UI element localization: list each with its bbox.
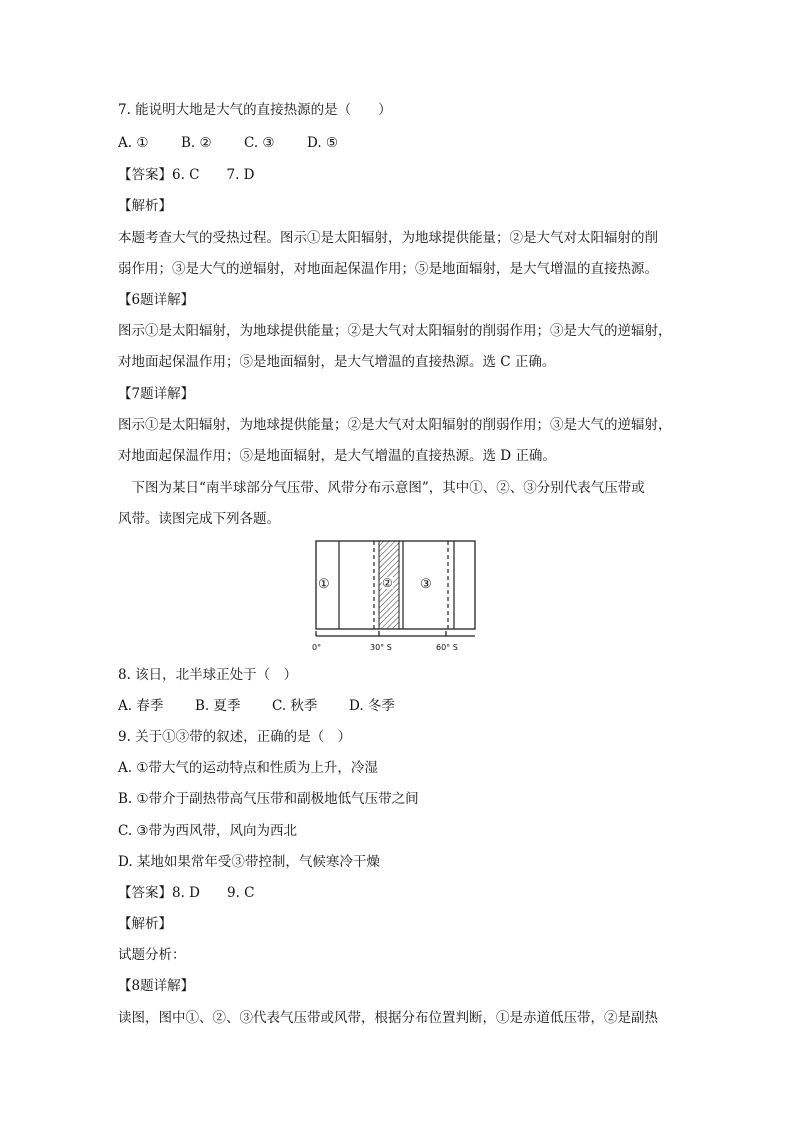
answer-label: 【答案】: [118, 885, 172, 901]
detail-6-line: 图示①是太阳辐射，为地球提供能量；②是大气对太阳辐射的削弱作用；③是大气的逆辐射，: [118, 323, 672, 339]
analysis-line: 弱作用；③是大气的逆辐射，对地面起保温作用；⑤是地面辐射，是大气增温的直接热源。: [118, 261, 658, 277]
q7-options: [118, 133, 338, 153]
q8-option-a: A. 春季: [118, 698, 164, 714]
diagram-svg: [312, 539, 482, 639]
detail-6-heading: 【6题详解】: [118, 292, 195, 308]
q8-option-c: C. 秋季: [272, 698, 318, 714]
answer-text: 6. C 7. D: [172, 167, 255, 183]
answer-6-7: [118, 165, 255, 185]
detail-7-line: 对地面起保温作用；⑤是地面辐射，是大气增温的直接热源。选 D 正确。: [118, 448, 556, 464]
q9-option-c: C. ③带为西风带，风向为西北: [118, 823, 298, 839]
detail-8-heading: 【8题详解】: [118, 978, 195, 994]
q9-option-a: A. ①带大气的运动特点和性质为上升，冷湿: [118, 760, 378, 776]
detail-6-line: 对地面起保温作用；⑤是地面辐射，是大气增温的直接热源。选 C 正确。: [118, 354, 556, 370]
zone-2-label: ②: [382, 576, 393, 590]
answer-8-9: [118, 883, 255, 903]
intro-line: 风带。读图完成下列各题。: [118, 511, 280, 527]
analysis-heading: 【解析】: [118, 916, 172, 932]
q7-option-b: B. ②: [181, 135, 212, 151]
zone-1-label: ①: [318, 577, 330, 592]
q8-option-b: B. 夏季: [195, 698, 241, 714]
detail-8-line: 读图，图中①、②、③代表气压带或风带，根据分布位置判断，①是赤道低压带，②是副热: [118, 1010, 658, 1026]
intro-line: 下图为某日“南半球部分气压带、风带分布示意图”，其中①、②、③分别代表气压带或: [118, 480, 645, 496]
q9-option-d: D. 某地如果常年受③带控制，气候寒冷干燥: [118, 854, 380, 870]
analysis-line: 本题考查大气的受热过程。图示①是太阳辐射，为地球提供能量；②是大气对太阳辐射的削: [118, 230, 658, 246]
q7-stem: 7. 能说明大地是大气的直接热源的是（ ）: [118, 102, 392, 118]
q7-option-a: A. ①: [118, 135, 149, 151]
detail-7-line: 图示①是太阳辐射，为地球提供能量；②是大气对太阳辐射的削弱作用；③是大气的逆辐射，: [118, 417, 672, 433]
q7-option-d: D. ⑤: [307, 135, 339, 151]
q8-stem: 8. 该日，北半球正处于（ ）: [118, 667, 298, 683]
tick-0-label: 0°: [312, 643, 322, 652]
q8-options: [118, 696, 395, 716]
q9-stem: 9. 关于①③带的叙述，正确的是（ ）: [118, 729, 352, 745]
zone-3-label: ③: [420, 577, 432, 592]
answer-label: 【答案】: [118, 167, 172, 183]
analysis-heading: 【解析】: [118, 198, 172, 214]
q7-option-c: C. ③: [244, 135, 275, 151]
tick-60-label: 60° S: [436, 643, 458, 652]
answer-text: 8. D 9. C: [172, 885, 255, 901]
tick-30-label: 30° S: [370, 643, 392, 652]
q8-option-d: D. 冬季: [349, 698, 395, 714]
detail-7-heading: 【7题详解】: [118, 386, 195, 402]
analysis-intro: 试题分析：: [118, 947, 186, 963]
pressure-belt-diagram: [312, 539, 482, 659]
q9-option-b: B. ①带介于副热带高气压带和副极地低气压带之间: [118, 791, 419, 807]
